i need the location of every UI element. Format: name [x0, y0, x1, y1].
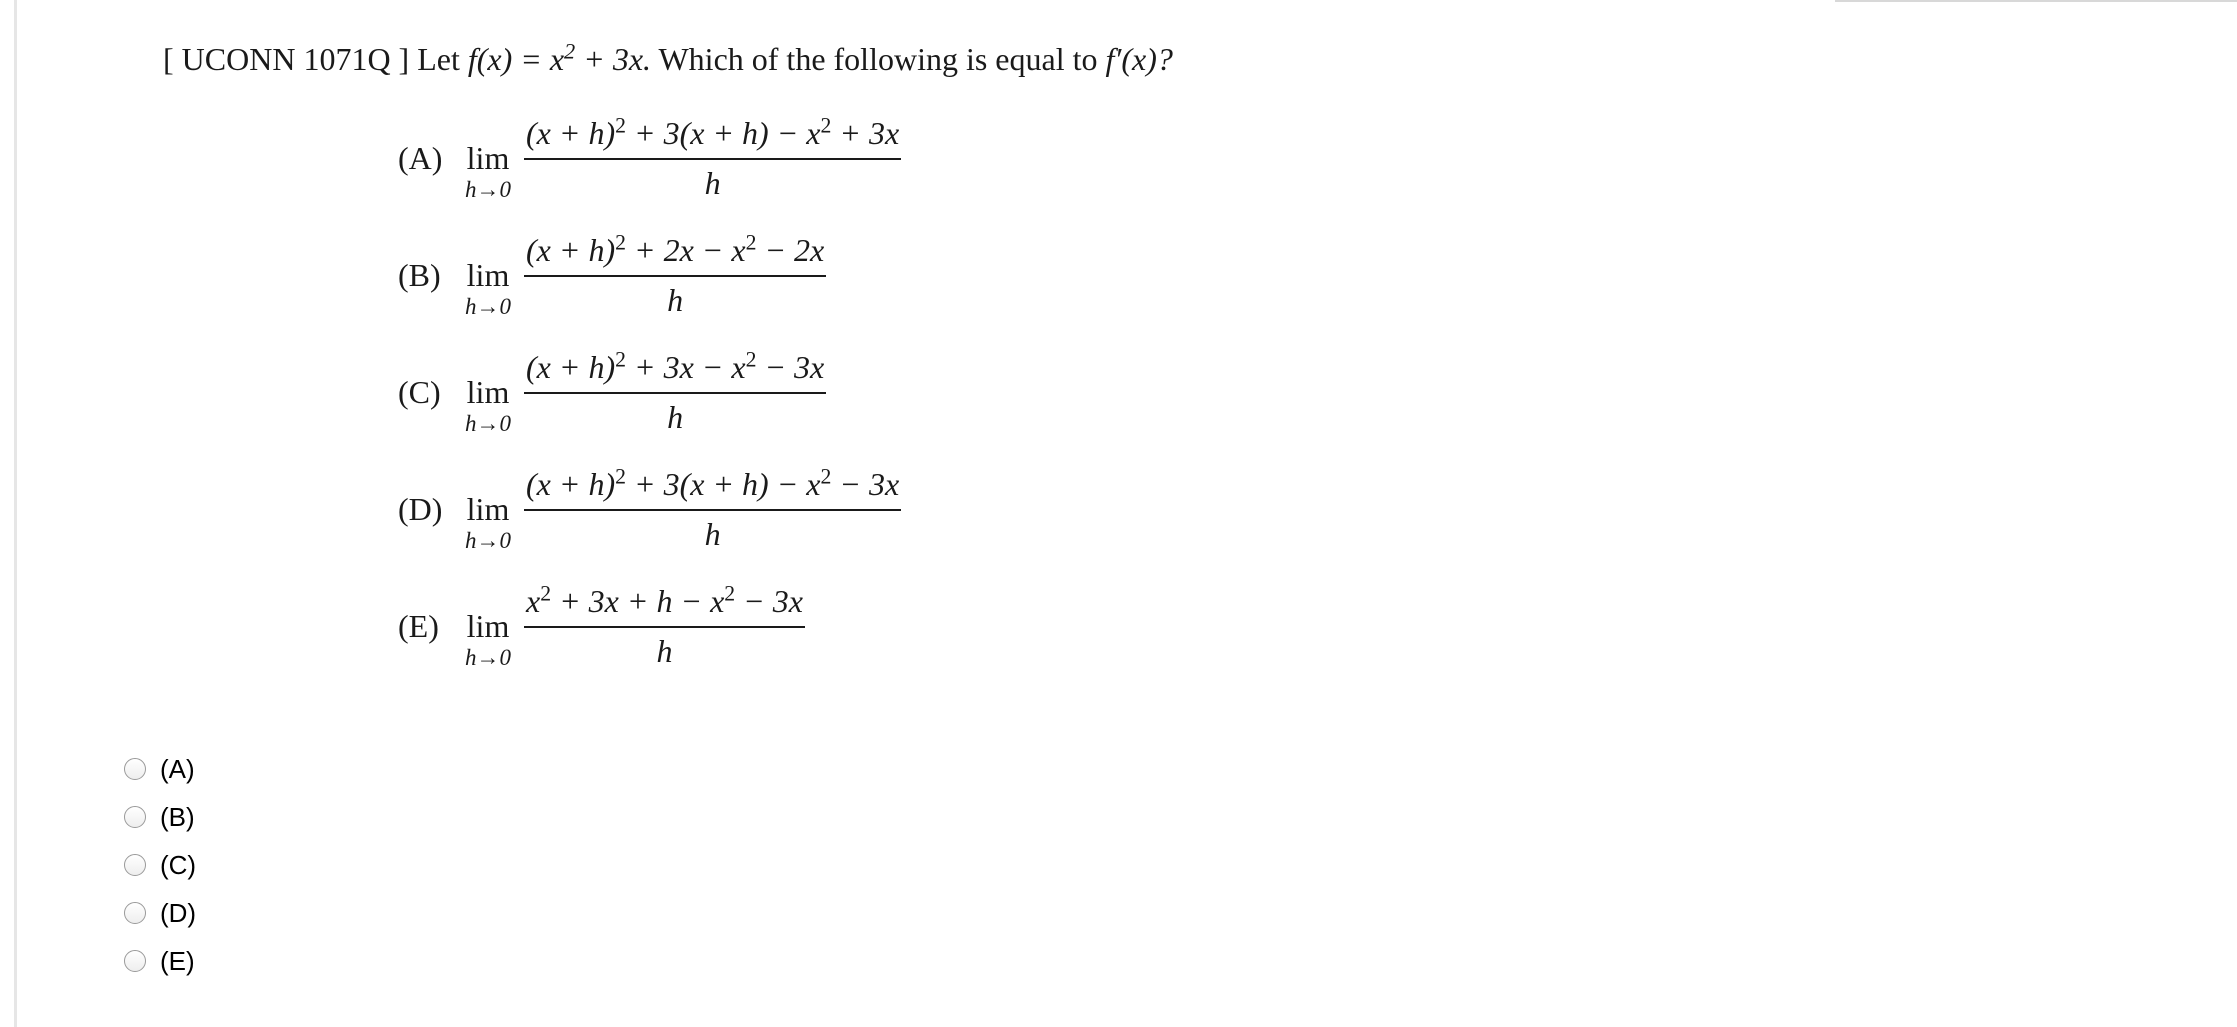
numerator: $(x + h)^2 + 3(x + h) - x^2 + 3x$ [526, 113, 900, 151]
limit-operator: lim h→0 [456, 609, 520, 643]
question-prefix: Let [417, 41, 460, 77]
denominator: h [667, 282, 684, 318]
choice-label[interactable]: (D) [160, 897, 197, 928]
limit-subscript: h→0 [465, 177, 511, 202]
radio-button-c[interactable] [124, 854, 146, 876]
numerator: $(x + h)^2 + 3x - x^2 - 3x$ [526, 347, 825, 385]
fraction [524, 231, 826, 319]
choice-label[interactable]: (A) [160, 753, 195, 784]
top-divider [1835, 0, 2237, 2]
fraction [524, 465, 901, 553]
numerator: $(x + h)^2 + 2x - x^2 - 2x$ [526, 230, 825, 268]
choice-label[interactable]: (E) [160, 945, 195, 976]
question-source: [ UCONN 1071Q ] [163, 41, 410, 77]
option-a-expression [398, 108, 901, 208]
option-e-expression [398, 576, 805, 676]
choice-d[interactable] [124, 889, 196, 937]
denominator: h [656, 633, 673, 669]
choice-label[interactable]: (C) [160, 849, 197, 880]
limit-subscript: h→0 [465, 528, 511, 553]
numerator: $(x + h)^2 + 3(x + h) - x^2 - 3x$ [526, 464, 900, 502]
limit-subscript: h→0 [465, 411, 511, 436]
denominator: h [667, 399, 684, 435]
choice-a[interactable] [124, 745, 196, 793]
denominator: h [704, 516, 721, 552]
answer-choices [124, 745, 196, 985]
limit-operator: lim h→0 [456, 141, 520, 175]
limit-operator: lim h→0 [456, 375, 520, 409]
option-letter: (A) [398, 139, 443, 176]
fraction [524, 114, 901, 202]
question-derivative: f′(x)? [1105, 41, 1173, 77]
option-c-expression [398, 342, 826, 442]
option-letter: (D) [398, 490, 443, 527]
limit-operator: lim h→0 [456, 258, 520, 292]
option-letter: (B) [398, 256, 441, 293]
radio-button-d[interactable] [124, 902, 146, 924]
option-letter: (C) [398, 373, 441, 410]
choice-label[interactable]: (B) [160, 801, 195, 832]
limit-operator: lim h→0 [456, 492, 520, 526]
limit-subscript: h→0 [465, 645, 511, 670]
radio-button-a[interactable] [124, 758, 146, 780]
option-d-expression [398, 459, 901, 559]
radio-button-e[interactable] [124, 950, 146, 972]
choice-e[interactable] [124, 937, 196, 985]
fraction [524, 348, 826, 436]
left-border [14, 0, 17, 1027]
option-letter: (E) [398, 607, 439, 644]
numerator: $x^2 + 3x + h - x^2 - 3x$ [526, 581, 803, 619]
denominator: h [704, 165, 721, 201]
radio-button-b[interactable] [124, 806, 146, 828]
limit-subscript: h→0 [465, 294, 511, 319]
option-b-expression [398, 225, 826, 325]
question-function: $f(x) = x^2 + 3x$. [467, 38, 652, 77]
choice-b[interactable] [124, 793, 196, 841]
question-stem [163, 37, 1173, 81]
choice-c[interactable] [124, 841, 196, 889]
question-ask: Which of the following is equal to [658, 41, 1098, 77]
fraction [524, 582, 805, 670]
